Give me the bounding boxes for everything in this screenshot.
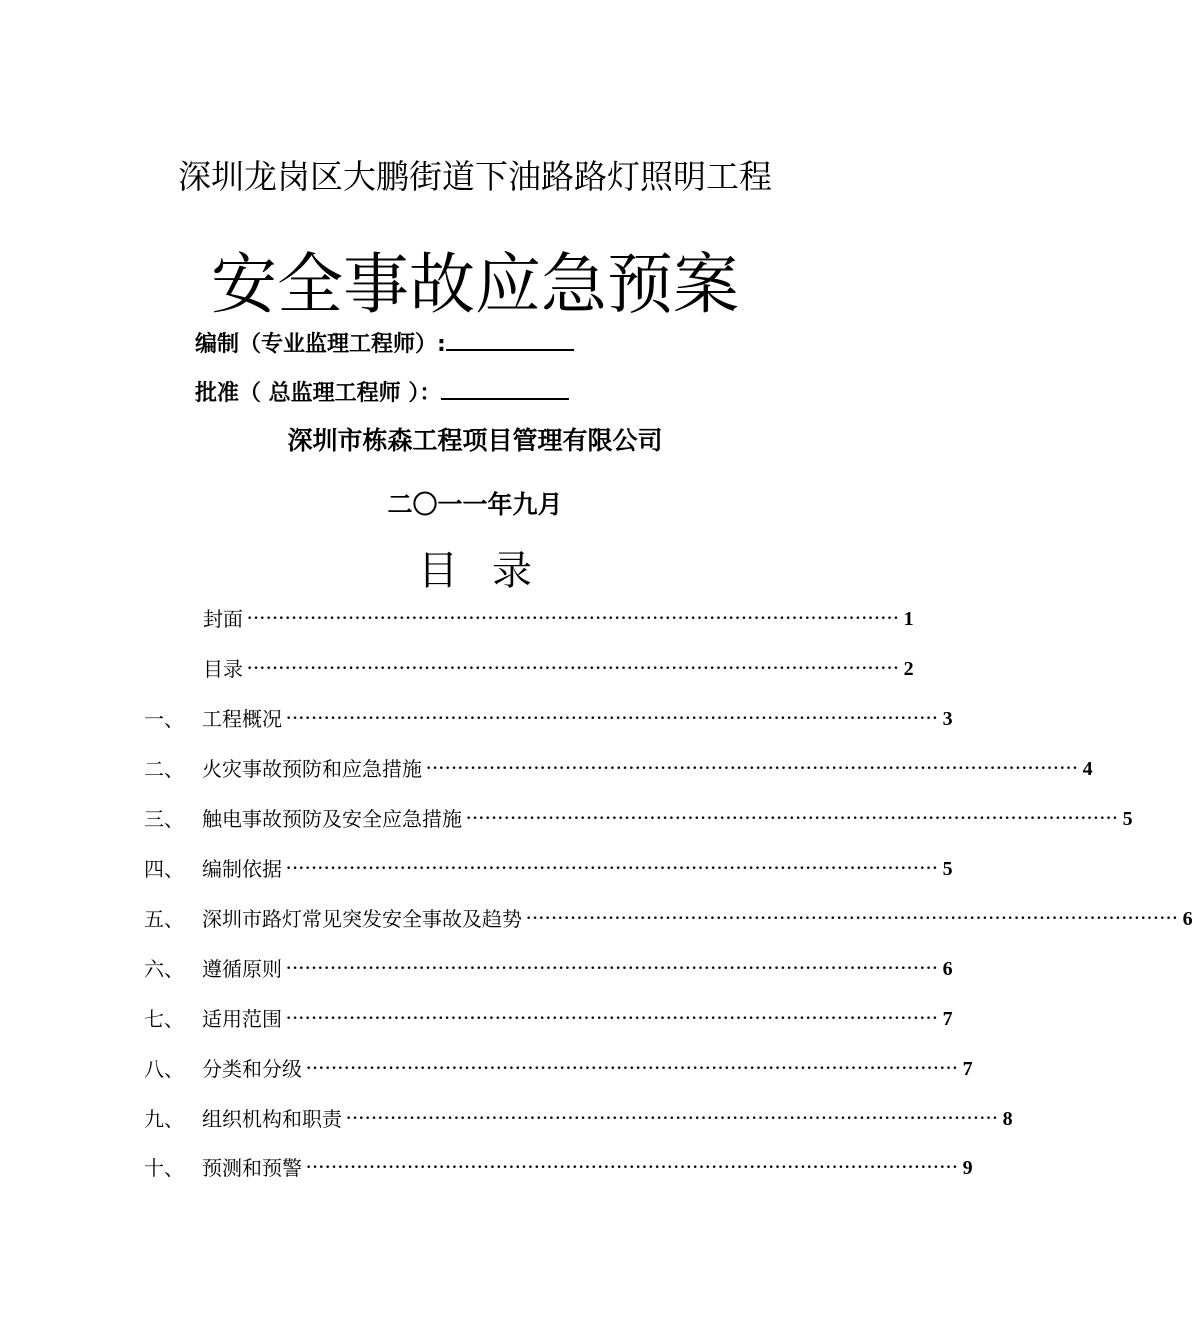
toc-leader: ······································································································· [286,960,939,977]
toc-entry[interactable] [144,955,953,983]
approved-by-signature-blank [441,376,569,400]
toc-entry-text: 预测和预警 [202,1156,302,1180]
toc-leader: ······································································································· [306,1159,959,1176]
toc-entry-number: 二、 [144,757,184,781]
toc-entry-page: 7 [942,1008,953,1030]
toc-leader: ······································································································· [286,860,939,877]
toc-entry[interactable] [144,1005,953,1033]
toc-entry-page: 8 [1002,1108,1013,1130]
toc-entry-page: 5 [942,858,953,880]
compiled-by-label: 编制（专业监理工程师）: [195,332,446,357]
toc-entry-text: 封面 [203,607,243,631]
toc-entry-page: 5 [1122,808,1133,830]
toc-entry-text: 火灾事故预防和应急措施 [202,757,422,781]
toc-entry-text: 触电事故预防及安全应急措施 [202,807,462,831]
toc-entry[interactable] [144,755,1093,783]
toc-entry-page: 6 [1182,908,1193,930]
toc-leader: ······································································································· [466,810,1119,827]
toc-entry[interactable] [144,805,1133,833]
toc-leader: ······································································································· [286,710,939,727]
toc-entry-number: 九、 [144,1107,184,1131]
toc-entry[interactable] [203,655,914,683]
toc-entry-number: 一、 [144,707,184,731]
toc-leader: ······································································································· [346,1110,999,1127]
toc-title: 目录 [418,548,566,594]
toc-entry[interactable] [144,1105,1013,1133]
toc-entry-page: 1 [903,608,914,630]
toc-entry-text: 目录 [203,657,243,681]
toc-entry-page: 6 [942,958,953,980]
compiled-by-line [195,327,574,360]
toc-leader: ······································································································· [247,610,900,627]
toc-entry-text: 编制依据 [202,857,282,881]
toc-entry[interactable] [144,855,953,883]
toc-entry-page: 4 [1082,758,1093,780]
toc-entry[interactable] [144,1055,973,1083]
toc-entry[interactable] [144,905,1193,933]
toc-entry-number: 四、 [144,857,184,881]
toc-entry[interactable] [203,605,914,633]
toc-entry-text: 分类和分级 [202,1057,302,1081]
toc-entry-number: 十、 [144,1156,184,1180]
toc-entry[interactable] [144,1154,973,1182]
toc-entry-text: 组织机构和职责 [202,1107,342,1131]
toc-leader: ······································································································· [426,760,1079,777]
toc-entry-page: 7 [962,1058,973,1080]
toc-entry-page: 2 [903,658,914,680]
toc-entry-text: 遵循原则 [202,957,282,981]
toc-entry-text: 适用范围 [202,1007,282,1031]
toc-leader: ······································································································· [526,910,1179,927]
toc-leader: ······································································································· [247,660,900,677]
toc-entry[interactable] [144,705,953,733]
toc-entry-text: 工程概况 [202,707,282,731]
approved-by-line [195,376,569,409]
toc-entry-page: 9 [962,1157,973,1179]
document-date: 二〇一一年九月 [387,490,563,519]
document-subtitle: 深圳龙岗区大鹏街道下油路路灯照明工程 [178,157,772,196]
toc-entry-text: 深圳市路灯常见突发安全事故及趋势 [202,907,522,931]
toc-entry-number: 六、 [144,957,184,981]
toc-entry-number: 五、 [144,907,184,931]
company-name: 深圳市栋森工程项目管理有限公司 [287,426,663,455]
compiled-by-signature-blank [446,327,574,351]
toc-leader: ······································································································· [286,1010,939,1027]
document-title: 安全事故应急预案 [211,246,739,323]
approved-by-label: 批准（ 总监理工程师 ）： [195,381,442,406]
toc-entry-number: 七、 [144,1007,184,1031]
toc-entry-page: 3 [942,708,953,730]
toc-leader: ······································································································· [306,1060,959,1077]
toc-entry-number: 八、 [144,1057,184,1081]
toc-entry-number: 三、 [144,807,184,831]
